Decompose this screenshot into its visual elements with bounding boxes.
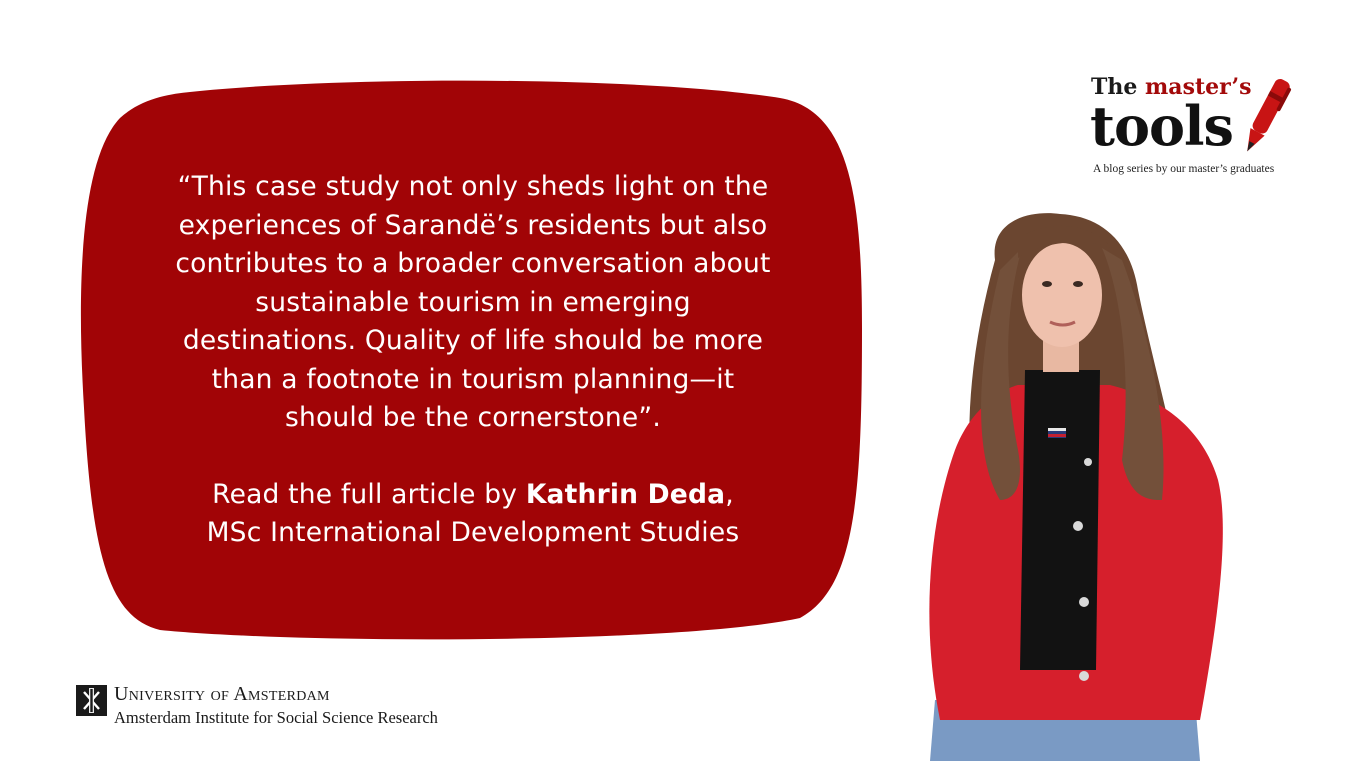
read-more-prefix: Read the full article by [212, 478, 526, 510]
author-name: Kathrin Deda [525, 478, 726, 510]
read-more-line [150, 476, 796, 515]
logo-the: The [1091, 74, 1146, 100]
quote-line: destinations. Quality of life should be more [182, 325, 764, 356]
portrait-illustration [900, 200, 1240, 761]
logo-masters: master’s [1145, 74, 1252, 100]
person-photo [900, 200, 1240, 761]
quote-line: should be the cornerstone”. [285, 402, 661, 433]
quote-line: sustainable tourism in emerging [255, 286, 691, 318]
pen-icon [1238, 70, 1294, 162]
quote-line: contributes to a broader conversation about [175, 248, 771, 279]
institute-name: Amsterdam Institute for Social Science Research [114, 708, 438, 727]
quote-line: experiences of Sarandë’s residents but also [178, 209, 768, 241]
logo-tagline: A blog series by our master’s graduates [1093, 163, 1275, 175]
quote-text [150, 168, 796, 553]
read-more-suffix: , [725, 478, 734, 510]
masters-tools-logo [1088, 70, 1298, 180]
program-name: MSc International Development Studies [206, 517, 740, 548]
logo-tools: tools [1090, 94, 1233, 158]
quote-line: than a footnote in tourism planning—it [211, 363, 735, 395]
uva-emblem-icon [76, 685, 107, 716]
university-logo [76, 684, 456, 734]
university-name: University of Amsterdam [114, 683, 330, 705]
quote-line: “This case study not only sheds light on the [177, 171, 769, 202]
